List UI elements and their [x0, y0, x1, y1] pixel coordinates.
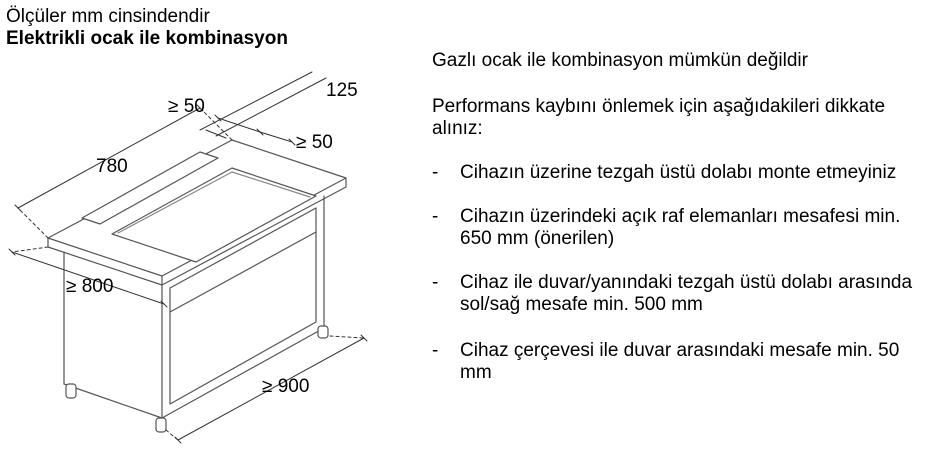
bullet-text: Cihazın üzerindeki açık raf elemanları mesafesi min. 650 mm (önerilen): [460, 206, 901, 249]
installation-diagram: [0, 0, 420, 470]
dim-780: 780: [96, 156, 128, 177]
dim-125: 125: [326, 80, 358, 101]
bullet-text: Cihaz ile duvar/yanındaki tezgah üstü dolabı arasında sol/sağ mesafe min. 500 mm: [460, 272, 913, 315]
units-note: Ölçüler mm cinsindendir: [6, 6, 210, 27]
bullet-text: Cihaz çerçevesi ile duvar arasındaki mesafe min. 50 mm: [460, 340, 900, 383]
combination-title: Elektrikli ocak ile kombinasyon: [6, 28, 288, 49]
dim-gap-50-top: ≥ 50: [168, 96, 205, 117]
dim-900: ≥ 900: [262, 376, 310, 397]
dim-gap-50-right: ≥ 50: [296, 132, 333, 153]
bullet-dash: -: [432, 206, 439, 227]
bullet-dash: -: [432, 162, 439, 183]
bullet-dash: -: [432, 340, 439, 361]
performance-note: Performans kaybını önlemek için aşağıdakileri dikkate alınız:: [432, 96, 886, 139]
gas-hob-note: Gazlı ocak ile kombinasyon mümkün değildir: [432, 50, 808, 71]
dim-800: ≥ 800: [66, 276, 114, 297]
bullet-dash: -: [432, 272, 439, 293]
bullet-text: Cihazın üzerine tezgah üstü dolabı monte etmeyiniz: [460, 162, 897, 183]
